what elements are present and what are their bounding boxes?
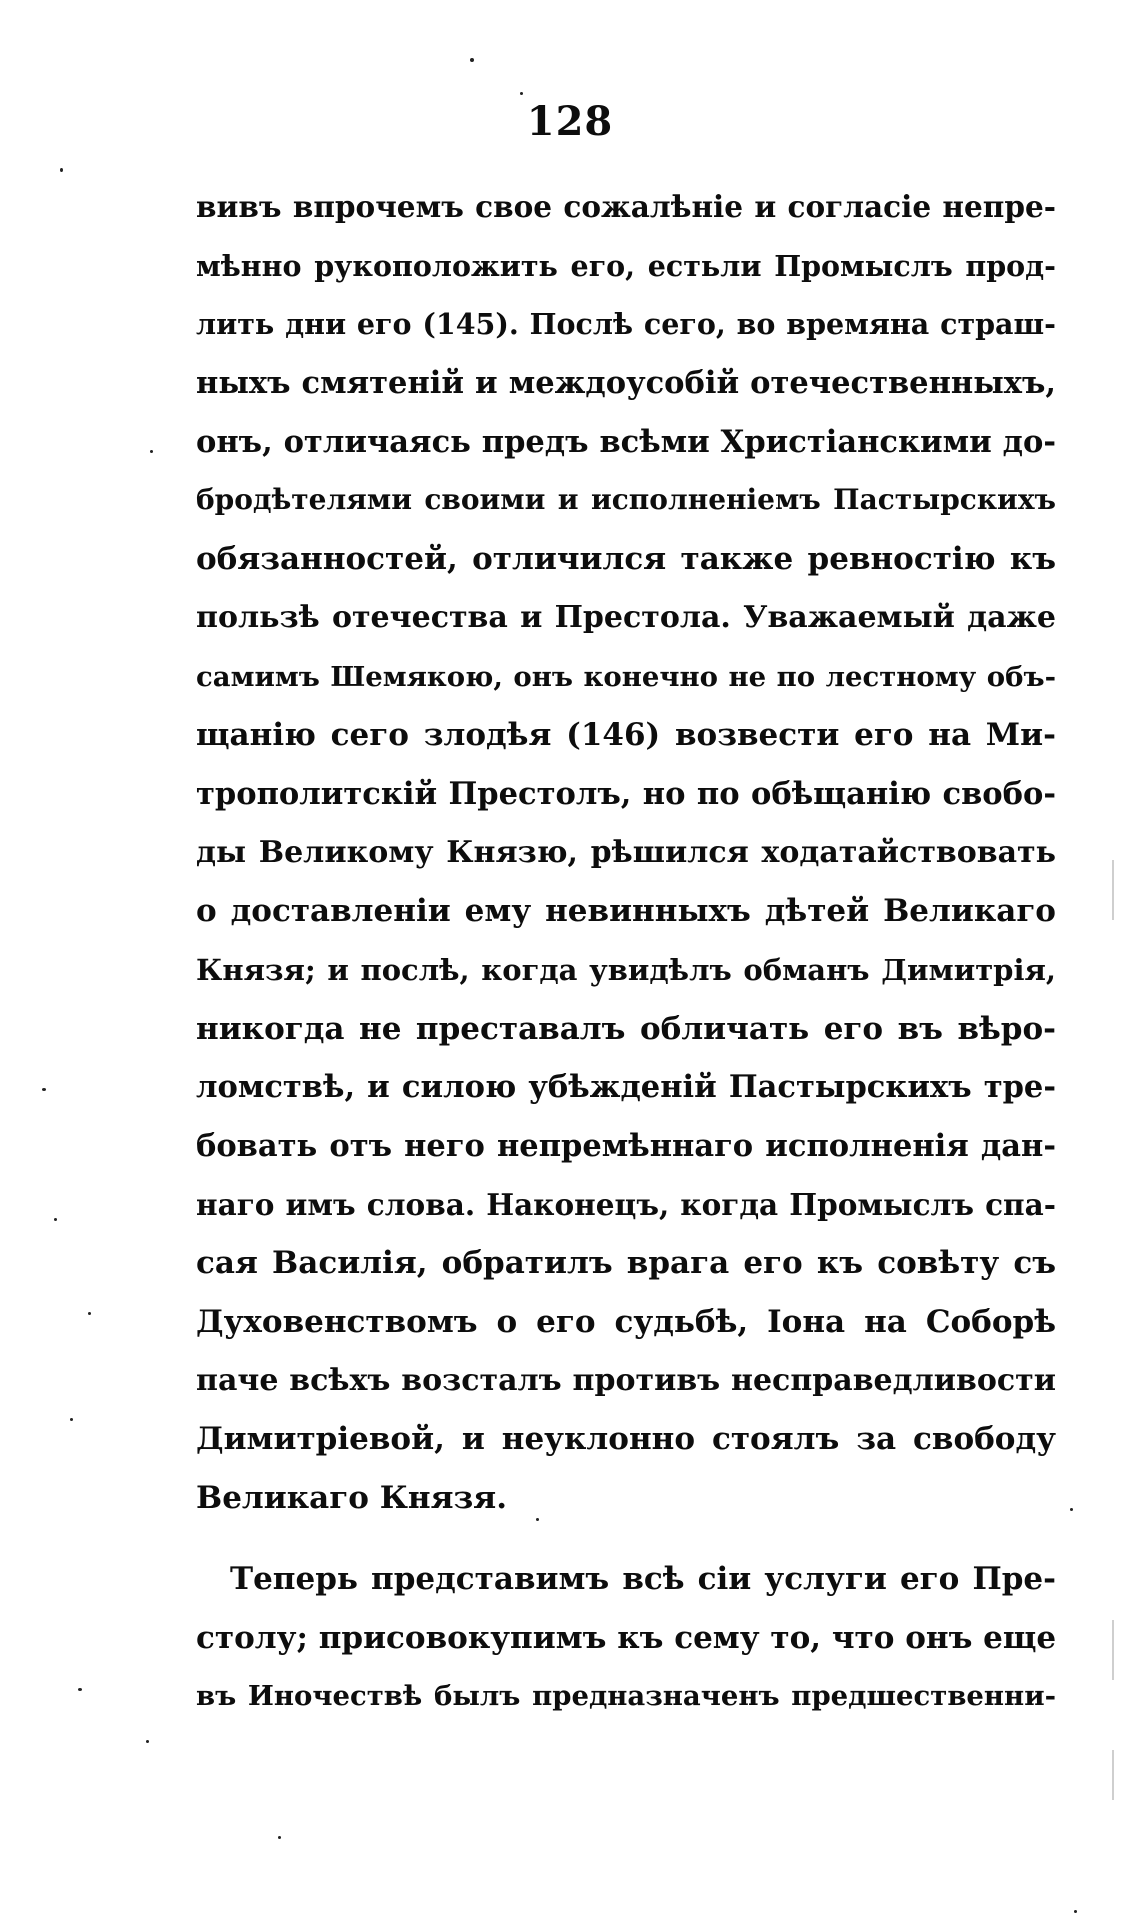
text-line: сая Василія, обратилъ врага его къ совѣту съ [196,1245,1056,1282]
scan-speck [1070,1508,1073,1511]
text-line: лить дни его (145). Послѣ сего, во времяна страш- [196,307,1056,342]
scan-speck [1074,1910,1077,1913]
text-line: о доставленіи ему невинныхъ дѣтей Великаго [196,893,1056,930]
margin-line [1112,1620,1114,1680]
text-line: вивъ впрочемъ свое сожалѣніе и согласіе непре- [196,189,1056,224]
scan-speck [60,168,63,172]
scan-speck [70,1418,73,1421]
scan-speck [536,1518,539,1521]
text-line: паче всѣхъ возсталъ противъ несправедливости [196,1362,1056,1398]
text-line: Князя; и послѣ, когда увидѣлъ обманъ Димитрія, [196,952,1056,987]
text-line: обязанностей, отличился также ревностію къ [196,541,1056,578]
scan-speck [150,450,153,453]
text-line: ныхъ смятеній и междоусобій отечественныхъ, [196,365,1056,402]
scan-speck [88,1312,91,1315]
text-line: мѣнно рукоположить его, естьли Промыслъ прод- [196,248,1056,283]
text-line: Духовенствомъ о его судьбѣ, Іона на Соборѣ [196,1304,1056,1341]
paragraph [196,1550,1056,1726]
scan-speck [146,1740,149,1743]
text-line: Димитріевой, и неуклонно стоялъ за свободу [196,1421,1056,1458]
page-number: 128 [526,98,614,145]
body-text [196,178,1056,1726]
margin-line [1112,860,1114,920]
text-line: Теперь представимъ всѣ сіи услуги его Пре- [230,1560,1056,1597]
margin-line [1112,1750,1114,1800]
scan-speck [470,58,474,62]
scan-speck [278,1836,281,1839]
scan-speck [54,1218,57,1221]
text-line: бовать отъ него непремѣннаго исполненія дан- [196,1128,1056,1164]
text-line: столу; присовокупимъ къ сему то, что онъ еще [196,1619,1056,1656]
paragraph [196,178,1056,1528]
text-line: онъ, отличаясь предъ всѣми Христіанскими до- [196,423,1056,460]
scan-speck [42,1088,46,1091]
text-line: трополитскій Престолъ, но по обѣщанію свобо- [196,775,1056,812]
scan-speck [78,1688,82,1691]
text-line: бродѣтелями своими и исполненіемъ Пастырскихъ [196,483,1056,517]
text-line: Великаго Князя. [196,1480,507,1517]
text-line: наго имъ слова. Наконецъ, когда Промыслъ спа- [196,1186,1056,1222]
text-line: ды Великому Князю, рѣшился ходатайствовать [196,834,1056,870]
text-line: самимъ Шемякою, онъ конечно не по лестному объ- [196,660,1056,693]
text-line: ломствѣ, и силою убѣжденій Пастырскихъ тре- [196,1069,1056,1106]
paragraph-gap [196,1528,1056,1550]
text-line: въ Иночествѣ былъ предназначенъ предшественни- [196,1680,1056,1713]
text-line: никогда не преставалъ обличать его въ вѣро- [196,1010,1056,1047]
scan-speck [520,92,523,95]
text-line: щанію сего злодѣя (146) возвести его на Ми- [196,717,1056,754]
text-line: пользѣ отечества и Престола. Уважаемый даже [196,599,1056,635]
